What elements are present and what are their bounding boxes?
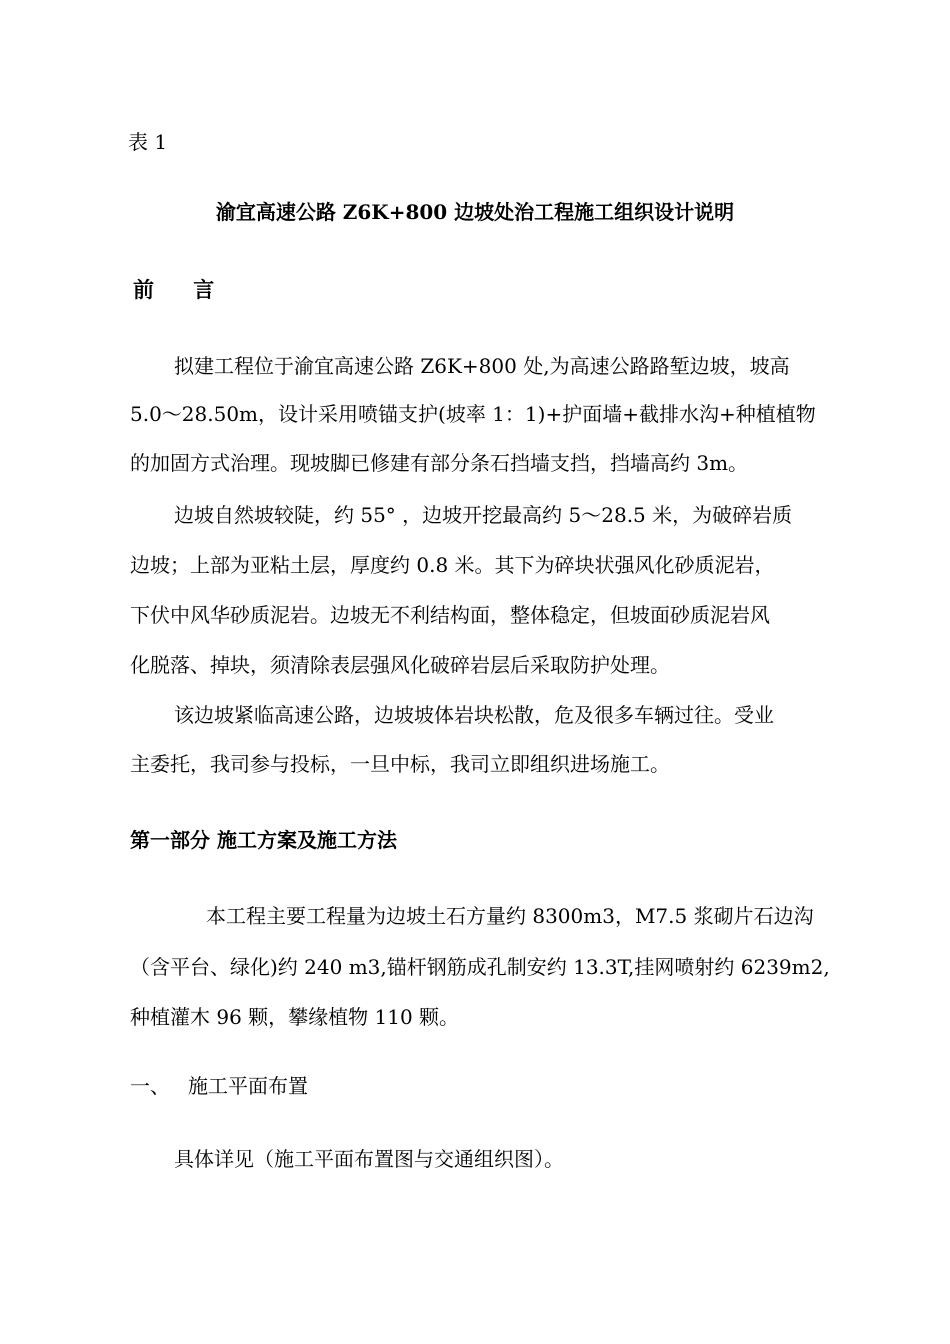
- preface-p2-line2: 边坡；上部为亚粘土层，厚度约 0.8 米。其下为碎块状强风化砂质泥岩，: [130, 553, 775, 577]
- preface-p3-line2: 主委托，我司参与投标，一旦中标，我司立即组织进场施工。: [130, 752, 670, 776]
- section1-title: 施工平面布置: [188, 1074, 308, 1098]
- preface-p3-line1: 该边坡紧临高速公路，边坡坡体岩块松散，危及很多车辆过往。受业: [174, 703, 774, 727]
- part1-line2: （含平台、绿化)约 240 m3,锚杆钢筋成孔制安约 13.3T,挂网喷射约 6239m2,: [130, 955, 830, 979]
- document-title: 渝宜高速公路 Z6K+800 边坡处治工程施工组织设计说明: [215, 200, 735, 224]
- preface-p2-line1: 边坡自然坡较陡，约 55° ，边坡开挖最高约 5～28.5 米，为破碎岩质: [174, 503, 793, 527]
- part1-line1: 本工程主要工程量为边坡土石方量约 8300m3，M7.5 浆砌片石边沟: [206, 904, 814, 928]
- table-label: 表 1: [128, 130, 168, 154]
- preface-p2-line3: 下伏中风华砂质泥岩。边坡无不利结构面，整体稳定，但坡面砂质泥岩风: [130, 603, 770, 627]
- preface-p1-line3: 的加固方式治理。现坡脚已修建有部分条石挡墙支挡，挡墙高约 3m。: [130, 451, 749, 475]
- section1-body: 具体详见（施工平面布置图与交通组织图）。: [174, 1147, 564, 1171]
- part1-line3: 种植灌木 96 颗，攀缘植物 110 颗。: [130, 1005, 460, 1029]
- part1-heading: 第一部分 施工方案及施工方法: [130, 828, 397, 852]
- preface-heading: 前 言: [133, 277, 231, 302]
- preface-p2-line4: 化脱落、掉块，须清除表层强风化破碎岩层后采取防护处理。: [130, 653, 670, 677]
- preface-p1-line1: 拟建工程位于渝宜高速公路 Z6K+800 处,为高速公路路堑边坡，坡高: [174, 354, 790, 378]
- section1-number: 一、: [130, 1074, 170, 1098]
- section1-heading: [130, 1072, 308, 1100]
- preface-p1-line2: 5.0～28.50m，设计采用喷锚支护(坡率 1：1)+护面墙+截排水沟+种植植物: [130, 402, 816, 426]
